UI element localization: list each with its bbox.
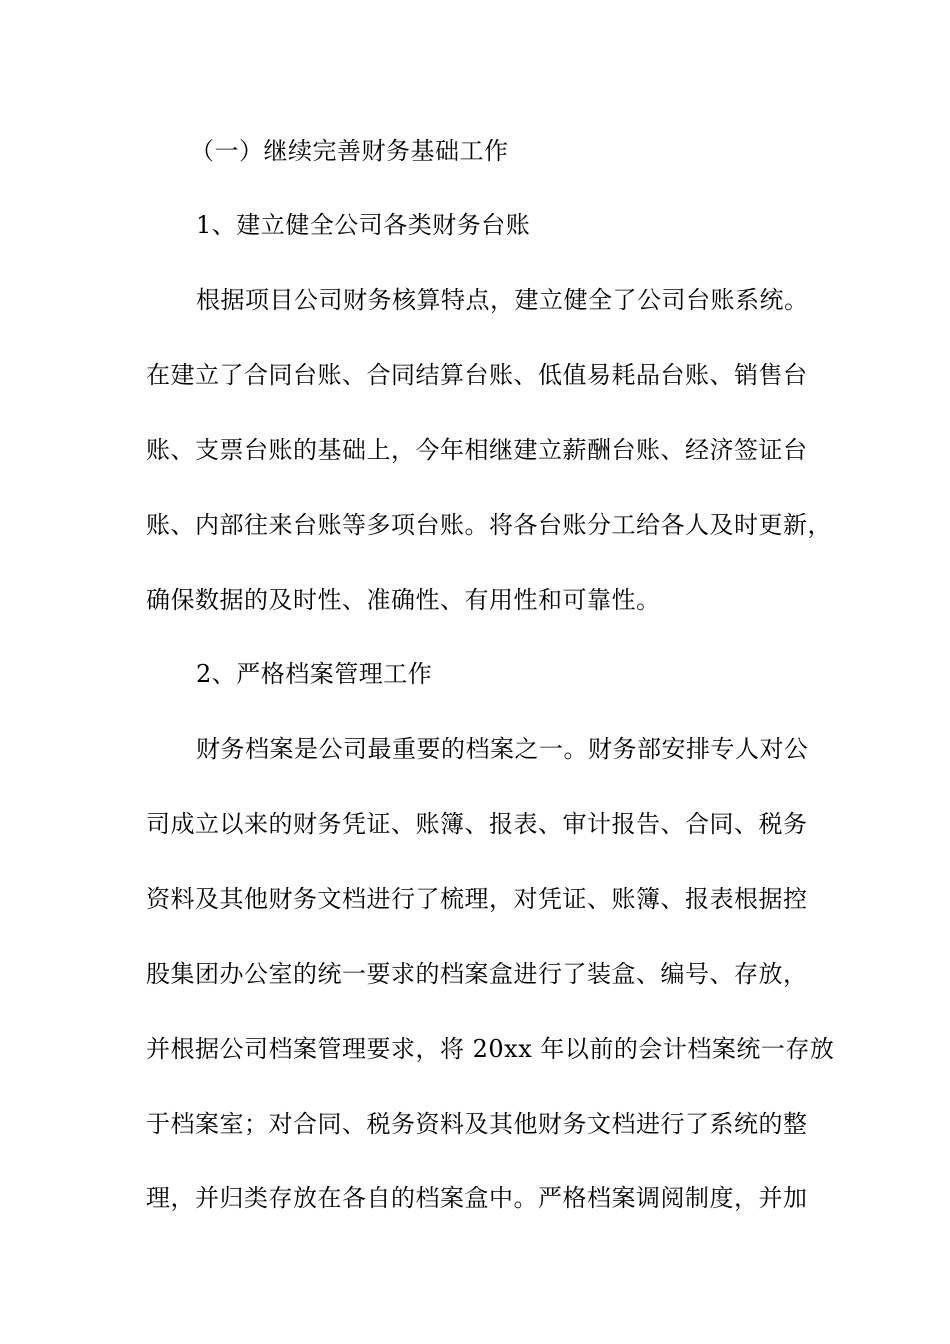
- paragraph-line: 账、支票台账的基础上，今年相继建立薪酬台账、经济签证台: [146, 436, 808, 464]
- paragraph-line: 财务档案是公司最重要的档案之一。财务部安排专人对公: [196, 735, 809, 763]
- section1-title: 1、建立健全公司各类财务台账: [196, 211, 531, 239]
- paragraph-line: 并根据公司档案管理要求，将 20xx 年以前的会计档案统一存放: [146, 1035, 835, 1063]
- paragraph-line: 账、内部往来台账等多项台账。将各台账分工给各人及时更新，: [146, 511, 832, 539]
- paragraph-line: 根据项目公司财务核算特点，建立健全了公司台账系统。: [196, 286, 809, 314]
- paragraph-line: 股集团办公室的统一要求的档案盒进行了装盒、编号、存放，: [146, 960, 808, 988]
- paragraph-line: 确保数据的及时性、准确性、有用性和可靠性。: [146, 586, 661, 614]
- paragraph-line: 在建立了合同台账、合同结算台账、低值易耗品台账、销售台: [146, 361, 808, 389]
- paragraph-line: 理，并归类存放在各自的档案盒中。严格档案调阅制度，并加: [146, 1184, 808, 1212]
- paragraph-line: 于档案室；对合同、税务资料及其他财务文档进行了系统的整: [146, 1110, 808, 1138]
- section2-title: 2、严格档案管理工作: [196, 660, 433, 688]
- section-heading: （一）继续完善财务基础工作: [190, 137, 509, 165]
- paragraph-line: 司成立以来的财务凭证、账簿、报表、审计报告、合同、税务: [146, 810, 808, 838]
- paragraph-line: 资料及其他财务文档进行了梳理，对凭证、账簿、报表根据控: [146, 885, 808, 913]
